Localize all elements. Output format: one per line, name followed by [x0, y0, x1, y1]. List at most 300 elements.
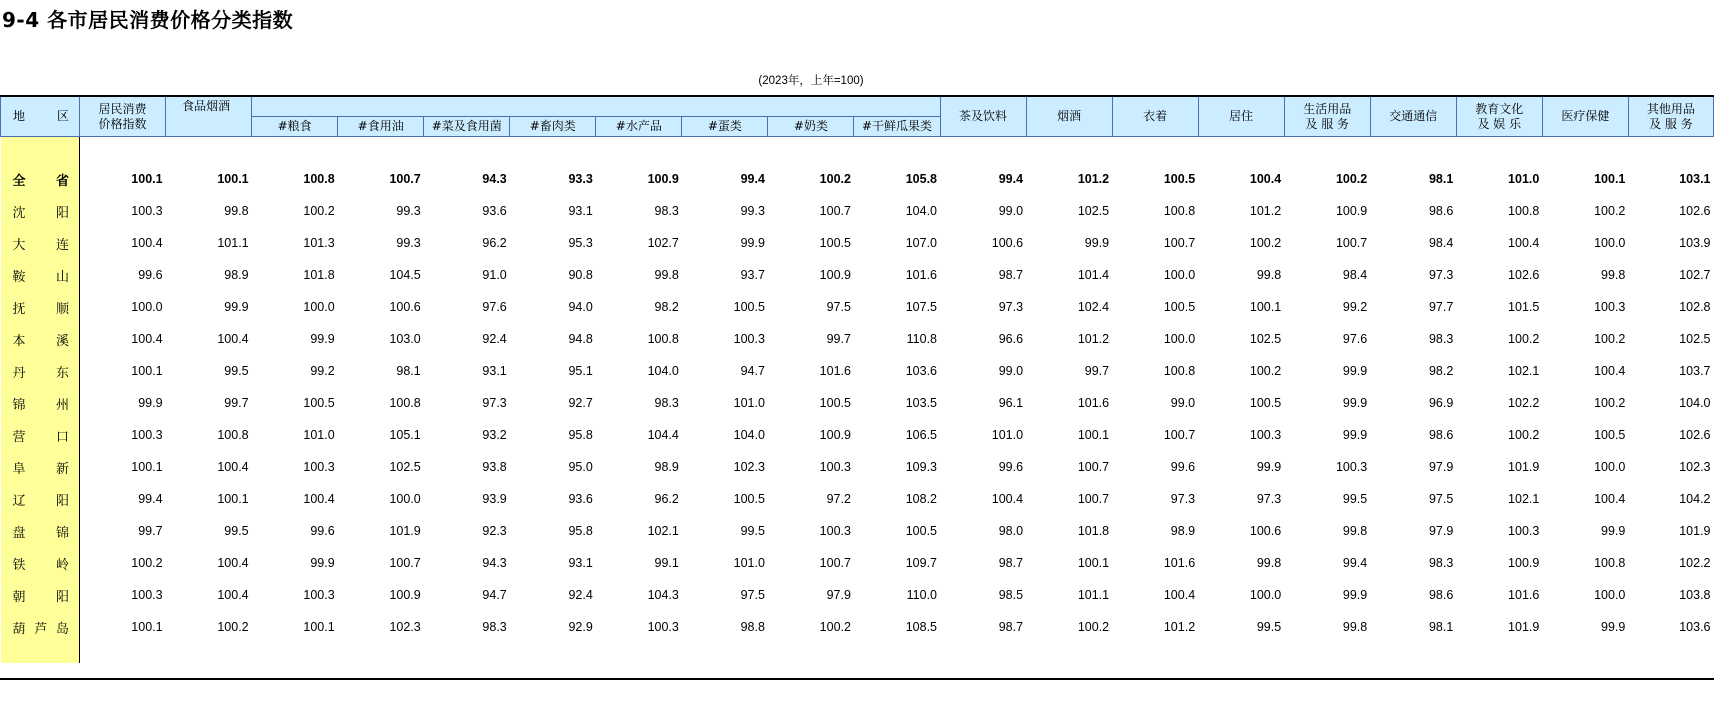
- table-cell: 100.3: [303, 460, 335, 474]
- table-cell: 100.3: [819, 460, 851, 474]
- header-medical: 医疗保健: [1542, 96, 1628, 137]
- table-cell-filler: [166, 643, 252, 663]
- table-cell: 100.3: [647, 620, 679, 634]
- table-cell: 96.1: [998, 396, 1024, 410]
- table-bottom-rule: [0, 678, 1714, 680]
- header-vegetables: #菜及食用菌: [424, 117, 510, 137]
- table-cell: 99.9: [1256, 460, 1282, 474]
- table-cell: 100.7: [389, 556, 421, 570]
- row-region-char: 阜: [12, 461, 26, 477]
- table-cell-filler: [768, 643, 854, 663]
- table-cell: 96.2: [482, 236, 507, 250]
- table-cell: 93.1: [482, 364, 507, 378]
- table-cell: 98.1: [1428, 172, 1454, 186]
- table-cell: 93.7: [740, 268, 765, 282]
- table-cell: 102.5: [1679, 332, 1711, 346]
- table-row: [1, 547, 1714, 579]
- table-cell: 102.2: [1679, 556, 1711, 570]
- table-cell: 101.6: [819, 364, 851, 378]
- table-cell-filler: [338, 643, 424, 663]
- table-cell: 101.1: [217, 236, 249, 250]
- table-cell: 100.1: [1594, 172, 1626, 186]
- table-cell: 99.7: [224, 396, 249, 410]
- table-cell: 100.1: [131, 620, 163, 634]
- table-cell: 93.3: [568, 172, 593, 186]
- table-cell-filler: [252, 643, 338, 663]
- row-region-char: 锦: [12, 397, 26, 413]
- table-cell: 100.5: [1594, 428, 1626, 442]
- table-cell: 100.4: [303, 492, 335, 506]
- table-cell: 101.0: [733, 396, 765, 410]
- table-cell: 100.6: [389, 300, 421, 314]
- table-cell: 102.3: [1679, 460, 1711, 474]
- table-row: [1, 515, 1714, 547]
- table-cell: 99.3: [396, 236, 421, 250]
- header-food-blank: [166, 117, 252, 137]
- table-cell: 93.9: [482, 492, 507, 506]
- table-cell: 100.7: [389, 172, 421, 186]
- row-region-char: 盘: [12, 525, 26, 541]
- table-cell: 95.1: [568, 364, 593, 378]
- table-cell: 99.8: [224, 204, 249, 218]
- row-region: [1, 515, 80, 547]
- table-cell: 97.3: [1256, 492, 1282, 506]
- table-cell: 100.4: [217, 460, 249, 474]
- row-region-char: 阳: [56, 493, 70, 509]
- table-cell: 105.8: [905, 172, 937, 186]
- table-cell: 92.9: [568, 620, 593, 634]
- table-cell: 103.1: [1679, 172, 1711, 186]
- table-cell: 100.4: [217, 556, 249, 570]
- table-cell: 99.8: [1342, 620, 1368, 634]
- header-daily-line-2: 及 服 务: [1305, 116, 1350, 131]
- table-cell: 99.7: [138, 524, 163, 538]
- page-title: 9-4 各市居民消费价格分类指数: [2, 8, 294, 32]
- table-cell: 100.7: [819, 556, 851, 570]
- table-cell: 104.4: [647, 428, 679, 442]
- table-cell: 106.5: [905, 428, 937, 442]
- table-cell: 101.0: [303, 428, 335, 442]
- table-cell-filler: [1026, 643, 1112, 663]
- row-region-char: 铁: [12, 557, 26, 573]
- table-cell: 100.5: [819, 236, 851, 250]
- table-cell: 99.2: [310, 364, 335, 378]
- table-cell: 102.8: [1679, 300, 1711, 314]
- table-cell: 101.8: [1077, 524, 1110, 538]
- table-cell: 100.1: [303, 620, 335, 634]
- table-cell: 100.8: [647, 332, 679, 346]
- table-cell: 99.4: [138, 492, 163, 506]
- table-cell: 93.8: [482, 460, 507, 474]
- table-cell: 98.3: [654, 396, 679, 410]
- table-cell: 102.6: [1679, 428, 1711, 442]
- row-region: [1, 227, 80, 259]
- table-cell: 100.2: [1594, 396, 1626, 410]
- table-cell: 100.2: [1508, 332, 1540, 346]
- table-cell: 100.3: [131, 588, 163, 602]
- table-cell: 98.9: [1170, 524, 1196, 538]
- table-row: [1, 579, 1714, 611]
- table-cell: 110.8: [906, 332, 937, 346]
- table-cell: 99.0: [998, 364, 1024, 378]
- row-region: [1, 579, 80, 611]
- table-cell: 101.9: [1508, 620, 1540, 634]
- table-cell: 101.9: [1679, 524, 1711, 538]
- row-region: [1, 419, 80, 451]
- row-region: [1, 483, 80, 515]
- header-housing: 居住: [1198, 96, 1284, 137]
- table-cell: 100.5: [1163, 172, 1196, 186]
- table-cell: 102.7: [647, 236, 679, 250]
- table-cell: 100.1: [1249, 300, 1282, 314]
- table-cell: 93.1: [568, 556, 593, 570]
- table-cell: 96.6: [998, 332, 1024, 346]
- table-cell: 99.8: [1601, 268, 1626, 282]
- table-cell: 100.9: [647, 172, 679, 186]
- table-cell: 99.6: [138, 268, 163, 282]
- header-other-line-1: 其他用品: [1646, 101, 1695, 116]
- table-cell-filler: [1456, 643, 1542, 663]
- table-cell: 100.2: [131, 556, 163, 570]
- table-row: [1, 387, 1714, 419]
- table-cell: 94.3: [482, 172, 507, 186]
- table-cell: 100.7: [1335, 236, 1368, 250]
- table-cell: 100.4: [1249, 172, 1282, 186]
- table-cell: 103.6: [1679, 620, 1711, 634]
- table-cell: 102.6: [1679, 204, 1711, 218]
- table-cell: 100.8: [1163, 204, 1196, 218]
- table-cell: 99.9: [1601, 524, 1626, 538]
- table-cell: 93.6: [568, 492, 593, 506]
- table-cell: 101.5: [1508, 300, 1540, 314]
- table-cell: 97.9: [1428, 460, 1454, 474]
- table-cell: 99.9: [138, 396, 163, 410]
- table-cell: 104.0: [905, 204, 937, 218]
- table-cell: 100.2: [217, 620, 249, 634]
- row-region-char: 连: [56, 237, 70, 253]
- table-cell: 103.8: [1679, 588, 1711, 602]
- table-cell: 101.1: [1077, 588, 1110, 602]
- table-cell: 100.2: [1249, 364, 1282, 378]
- row-region: [1, 137, 80, 196]
- table-cell: 99.6: [998, 460, 1024, 474]
- row-region-char: 全: [12, 173, 26, 189]
- row-region: [1, 259, 80, 291]
- table-cell: 100.5: [1163, 300, 1196, 314]
- unit-note: [0, 72, 1714, 88]
- table-cell: 98.3: [654, 204, 679, 218]
- table-cell: 100.8: [303, 172, 335, 186]
- table-cell: 97.5: [740, 588, 765, 602]
- table-row: [1, 483, 1714, 515]
- header-milk: #奶类: [768, 117, 854, 137]
- table-cell: 100.8: [1508, 204, 1540, 218]
- table-cell: 107.0: [905, 236, 937, 250]
- header-grain: #粮食: [252, 117, 338, 137]
- table-cell-filler: [682, 643, 768, 663]
- table-cell: 100.7: [819, 204, 851, 218]
- table-cell: 98.3: [482, 620, 507, 634]
- header-fruit: #干鲜瓜果类: [854, 117, 940, 137]
- table-cell-filler: [940, 643, 1026, 663]
- table-cell-filler: [596, 643, 682, 663]
- table-filler-row: [1, 643, 1714, 663]
- table-cell: 98.8: [740, 620, 765, 634]
- table-cell: 99.5: [224, 364, 249, 378]
- table-cell: 101.3: [303, 236, 335, 250]
- header-food-span: [252, 96, 940, 117]
- table-row: [1, 419, 1714, 451]
- table-cell: 100.0: [1163, 268, 1196, 282]
- table-cell: 100.3: [733, 332, 765, 346]
- table-cell: 101.2: [1249, 204, 1282, 218]
- table-row: [1, 195, 1714, 227]
- row-region-char: 口: [56, 429, 70, 445]
- row-region: [1, 387, 80, 419]
- table-cell: 98.7: [998, 268, 1024, 282]
- table-cell: 100.7: [1163, 236, 1196, 250]
- header-tea: 茶及饮料: [940, 96, 1026, 137]
- table-cell: 102.5: [1077, 204, 1110, 218]
- table-row: [1, 355, 1714, 387]
- table-cell: 98.3: [1428, 332, 1454, 346]
- header-cpi: [80, 96, 166, 137]
- table-cell: 100.0: [1249, 588, 1282, 602]
- table-cell: 100.3: [1335, 460, 1368, 474]
- table-cell: 100.6: [1249, 524, 1282, 538]
- table-cell: 96.2: [654, 492, 679, 506]
- table-header: [1, 96, 1714, 137]
- table-row: [1, 291, 1714, 323]
- table-cell: 100.4: [1508, 236, 1540, 250]
- table-cell: 97.9: [1428, 524, 1454, 538]
- table-cell: 100.1: [131, 172, 163, 186]
- table-cell: 103.6: [905, 364, 937, 378]
- table-cell: 101.8: [303, 268, 335, 282]
- row-region-char: 沈: [12, 205, 26, 221]
- table-cell: 100.1: [131, 460, 163, 474]
- table-cell: 102.7: [1679, 268, 1711, 282]
- header-other: [1628, 96, 1713, 137]
- table-cell: 108.2: [905, 492, 937, 506]
- header-education-line-2: 及 娱 乐: [1477, 116, 1522, 131]
- table-cell: 100.3: [303, 588, 335, 602]
- table-cell: 102.3: [389, 620, 421, 634]
- table-row: [1, 611, 1714, 643]
- table-cell: 99.5: [224, 524, 249, 538]
- table-cell: 100.3: [1249, 428, 1282, 442]
- row-region-char: 新: [56, 461, 70, 477]
- table-cell: 99.3: [396, 204, 421, 218]
- table-cell: 100.4: [217, 588, 249, 602]
- table-cell: 98.2: [654, 300, 679, 314]
- table-cell: 100.9: [389, 588, 421, 602]
- table-cell: 100.2: [1594, 204, 1626, 218]
- table-cell: 94.0: [568, 300, 593, 314]
- table-cell: 98.7: [998, 556, 1024, 570]
- table-cell: 98.1: [396, 364, 421, 378]
- table-cell: 102.2: [1508, 396, 1540, 410]
- table-cell-filler: [854, 643, 940, 663]
- table-cell: 100.3: [131, 428, 163, 442]
- header-region-char-1: 地: [13, 109, 26, 123]
- row-region-char: 葫: [12, 621, 26, 637]
- table-cell: 100.2: [1077, 620, 1110, 634]
- table-cell: 109.3: [905, 460, 937, 474]
- row-region: [1, 611, 80, 643]
- table-cell: 100.1: [1077, 556, 1110, 570]
- row-region-char: 岛: [56, 621, 70, 637]
- table-cell-filler: [1628, 643, 1713, 663]
- table-cell: 92.7: [568, 396, 593, 410]
- row-region-char: 芦: [34, 621, 48, 637]
- table-cell: 99.9: [1342, 428, 1368, 442]
- table-cell: 101.2: [1077, 332, 1110, 346]
- table-cell: 108.5: [905, 620, 937, 634]
- header-education: [1456, 96, 1542, 137]
- table-cell: 100.8: [1163, 364, 1196, 378]
- table-cell: 99.7: [1084, 364, 1110, 378]
- row-region-char: 阳: [56, 589, 70, 605]
- table-cell: 100.6: [991, 236, 1024, 250]
- table-cell: 99.0: [998, 204, 1024, 218]
- table-cell: 100.1: [217, 492, 249, 506]
- table-cell: 100.7: [1077, 460, 1110, 474]
- table-cell: 100.7: [1163, 428, 1196, 442]
- table-cell: 100.0: [1163, 332, 1196, 346]
- row-region: [1, 195, 80, 227]
- table-cell: 98.2: [1428, 364, 1454, 378]
- table-cell: 107.5: [905, 300, 937, 314]
- row-region-filler: [1, 643, 80, 663]
- table-cell: 97.3: [998, 300, 1024, 314]
- cpi-table: [0, 95, 1714, 663]
- table-cell-filler: [1198, 643, 1284, 663]
- table-cell: 101.4: [1077, 268, 1110, 282]
- row-region: [1, 355, 80, 387]
- header-other-line-2: 及 服 务: [1649, 116, 1693, 131]
- table-cell: 100.4: [1594, 492, 1626, 506]
- table-cell: 101.6: [1508, 588, 1540, 602]
- row-region-char: 营: [12, 429, 26, 445]
- table-cell: 100.2: [1249, 236, 1282, 250]
- table-cell: 101.6: [1077, 396, 1110, 410]
- table-cell: 97.3: [1170, 492, 1196, 506]
- table-cell: 99.9: [310, 556, 335, 570]
- header-food: 食品烟酒: [166, 96, 252, 117]
- table-cell: 98.3: [1428, 556, 1454, 570]
- table-cell: 109.7: [905, 556, 937, 570]
- header-aquatic: #水产品: [596, 117, 682, 137]
- table-cell: 97.3: [482, 396, 507, 410]
- table-cell: 99.2: [1342, 300, 1368, 314]
- row-region-char: 辽: [12, 493, 26, 509]
- table-body: [1, 137, 1714, 664]
- table-cell: 94.7: [740, 364, 765, 378]
- header-education-line-1: 教育文化: [1475, 101, 1524, 116]
- table-cell: 99.9: [224, 300, 249, 314]
- table-cell: 102.4: [1077, 300, 1110, 314]
- table-cell: 98.9: [654, 460, 679, 474]
- table-cell: 95.8: [568, 428, 593, 442]
- header-tobacco: 烟酒: [1026, 96, 1112, 137]
- row-region-char: 大: [12, 237, 26, 253]
- row-region-char: 东: [56, 365, 70, 381]
- table-cell: 100.4: [131, 236, 163, 250]
- table-cell: 101.2: [1163, 620, 1196, 634]
- table-cell: 94.7: [482, 588, 507, 602]
- row-region-char: 鞍: [12, 269, 26, 285]
- row-region: [1, 291, 80, 323]
- table-cell: 100.1: [131, 364, 163, 378]
- table-cell: 102.1: [1508, 492, 1540, 506]
- table-cell: 99.9: [1342, 364, 1368, 378]
- table-cell: 95.0: [568, 460, 593, 474]
- table-cell: 98.6: [1428, 204, 1454, 218]
- table-cell: 93.6: [482, 204, 507, 218]
- table-cell: 100.3: [1594, 300, 1626, 314]
- table-cell: 101.9: [389, 524, 421, 538]
- table-cell: 99.6: [310, 524, 335, 538]
- table-row: [1, 323, 1714, 355]
- table-cell: 103.9: [1679, 236, 1711, 250]
- table-cell: 100.4: [1594, 364, 1626, 378]
- header-cpi-line-1: 居民消费: [98, 101, 147, 116]
- row-region: [1, 547, 80, 579]
- table-cell: 99.8: [1342, 524, 1368, 538]
- table-cell: 99.8: [654, 268, 679, 282]
- table-row: [1, 137, 1714, 196]
- table-cell: 103.0: [389, 332, 421, 346]
- table-cell-filler: [1112, 643, 1198, 663]
- table-row: [1, 227, 1714, 259]
- table-cell: 99.1: [654, 556, 679, 570]
- row-region-char: 本: [12, 333, 26, 349]
- table-cell: 99.9: [1342, 588, 1368, 602]
- table-cell: 100.5: [905, 524, 937, 538]
- table-cell: 99.9: [1342, 396, 1368, 410]
- table-cell: 92.4: [568, 588, 593, 602]
- table-cell: 92.3: [482, 524, 507, 538]
- table-cell: 100.9: [819, 268, 851, 282]
- table-cell: 110.0: [906, 588, 937, 602]
- table-cell: 100.2: [819, 172, 851, 186]
- table-cell: 101.0: [1508, 172, 1540, 186]
- table-cell: 102.5: [1249, 332, 1282, 346]
- row-region-char: 山: [56, 269, 70, 285]
- table-cell: 101.0: [991, 428, 1024, 442]
- table-cell: 100.5: [733, 492, 765, 506]
- table-cell: 95.8: [568, 524, 593, 538]
- table-cell: 100.1: [1077, 428, 1110, 442]
- header-cpi-line-2: 价格指数: [98, 116, 147, 131]
- table-cell: 94.3: [482, 556, 507, 570]
- table-cell: 104.0: [1679, 396, 1711, 410]
- table-cell: 100.8: [389, 396, 421, 410]
- table-cell: 100.8: [1594, 556, 1626, 570]
- table-cell: 100.3: [819, 524, 851, 538]
- table-cell-filler: [510, 643, 596, 663]
- unit-note-text: (2023年，上年=100): [758, 75, 864, 87]
- row-region-char: 朝: [12, 589, 26, 605]
- table-cell: 101.9: [1508, 460, 1540, 474]
- table-cell: 100.2: [303, 204, 335, 218]
- table-cell: 95.3: [568, 236, 593, 250]
- table-cell: 98.0: [998, 524, 1024, 538]
- table-cell: 96.9: [1428, 396, 1454, 410]
- table-cell: 97.5: [826, 300, 851, 314]
- table-cell: 99.7: [826, 332, 851, 346]
